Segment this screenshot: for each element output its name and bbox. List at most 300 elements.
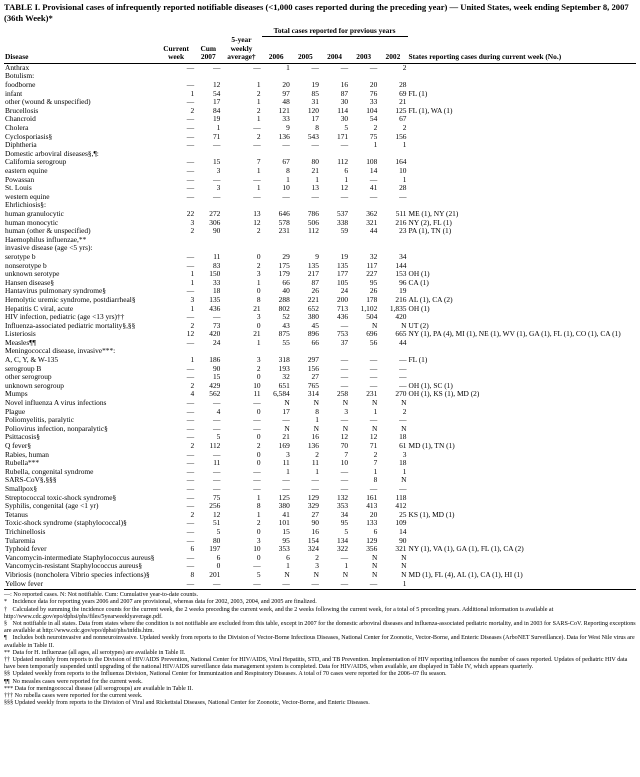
table-row [4, 433, 636, 442]
row-2002: 1 [402, 578, 407, 588]
row-weekly-average: 1 [256, 337, 261, 347]
row-reporting-states [408, 494, 637, 503]
row-reporting-states [408, 236, 637, 245]
row-cum-2007: 83 [212, 260, 221, 270]
row-2006: 6 [286, 552, 290, 562]
row-2003: 161 [366, 492, 378, 502]
row-2003: N [371, 320, 378, 330]
row-weekly-average: 1 [256, 97, 261, 107]
row-2004: — [340, 466, 349, 476]
row-current-week: 2 [190, 105, 195, 115]
row-2005: 11 [311, 458, 319, 468]
notifiable-diseases-table [4, 27, 636, 590]
table-row [4, 107, 636, 116]
row-2005: — [311, 62, 319, 72]
row-2003: 104 [366, 105, 378, 115]
row-weekly-average: 0 [256, 406, 261, 416]
row-2004: 436 [337, 312, 349, 322]
row-disease-label: Influenza-associated pediatric mortality§,§§ [5, 320, 136, 330]
row-weekly-average: 2 [256, 260, 261, 270]
row-2002: 1 [402, 174, 407, 184]
row-weekly-average: 1 [256, 509, 261, 519]
header-year-2005: 2005 [297, 52, 313, 62]
row-2006: 33 [282, 114, 290, 124]
row-2004: 713 [337, 303, 349, 313]
row-2006: 646 [278, 208, 290, 218]
table-row [4, 519, 636, 528]
row-current-week: — [186, 62, 195, 72]
row-current-week: 1 [190, 355, 195, 365]
row-2005: 27 [311, 509, 319, 519]
row-2002: — [399, 355, 407, 365]
row-weekly-average: 3 [256, 312, 261, 322]
footnote-symbol: *** [4, 685, 14, 692]
row-current-week: — [186, 432, 195, 442]
row-cum-2007: 51 [212, 518, 221, 528]
row-2003: 71 [369, 441, 378, 450]
table-row [4, 184, 636, 193]
row-current-week [157, 347, 195, 356]
row-2005: 26 [311, 286, 319, 296]
footnote [4, 607, 636, 621]
row-2006: 651 [278, 380, 290, 390]
row-cum-2007: 12 [212, 509, 221, 519]
row-disease-label: Novel influenza A virus infections [5, 398, 107, 408]
row-2006: 48 [282, 97, 290, 107]
row-current-week: 6 [190, 544, 195, 554]
row-2004: 135 [337, 260, 349, 270]
row-cum-2007: — [212, 578, 221, 588]
row-2002: N [401, 320, 407, 330]
row-2002: 2 [402, 406, 407, 416]
row-current-week: — [186, 286, 195, 296]
row-2005: 329 [307, 501, 319, 511]
footnote [4, 671, 636, 678]
row-2003: 20 [369, 80, 378, 90]
row-2005: 156 [307, 363, 319, 373]
row-2003: — [369, 415, 378, 425]
row-2004: 95 [340, 518, 349, 528]
row-2003: N [371, 398, 378, 408]
row-2005: 1 [315, 174, 319, 184]
row-cum-2007: 11 [213, 251, 221, 261]
row-cum-2007: — [212, 415, 221, 425]
row-2002: 109 [395, 518, 407, 528]
row-cum-2007 [195, 236, 221, 245]
row-current-week: 2 [190, 509, 195, 519]
table-row [4, 98, 636, 107]
row-weekly-average [221, 150, 261, 159]
row-disease-label: St. Louis [5, 183, 32, 193]
row-weekly-average: 0 [256, 526, 261, 536]
table-row [4, 425, 636, 434]
row-current-week: 2 [190, 320, 195, 330]
row-reporting-states [408, 416, 637, 425]
row-2005: 16 [311, 432, 319, 442]
row-disease-label: eastern equine [5, 166, 48, 175]
row-2003: 95 [369, 277, 378, 287]
row-2004: 16 [340, 80, 349, 90]
row-cum-2007: 436 [209, 303, 221, 313]
row-current-week: — [186, 191, 195, 201]
row-disease-label: Rabies, human [5, 449, 49, 459]
row-cum-2007: 3 [216, 166, 221, 175]
row-2006: 67 [282, 157, 290, 167]
row-reporting-states [408, 176, 637, 185]
row-current-week: — [186, 183, 195, 193]
table-row [4, 158, 636, 167]
row-2004: 114 [337, 105, 349, 115]
row-2002: 69 [399, 88, 407, 98]
row-2004: 105 [337, 277, 349, 287]
row-2006: 175 [278, 260, 290, 270]
row-2003: 20 [369, 509, 378, 519]
row-weekly-average: 13 [253, 208, 261, 218]
row-2005: 1 [315, 415, 319, 425]
row-weekly-average: 10 [253, 544, 261, 554]
row-2005: 112 [308, 226, 319, 236]
row-reporting-states [408, 365, 637, 374]
row-2003: N [371, 552, 378, 562]
row-weekly-average: 2 [256, 363, 261, 373]
row-reporting-states [408, 408, 637, 417]
row-2006: 55 [282, 337, 290, 347]
row-cum-2007: — [212, 140, 221, 150]
row-2002: 61 [399, 441, 407, 450]
row-weekly-average: 3 [256, 269, 261, 279]
row-2005: 652 [307, 303, 319, 313]
row-2006: 32 [282, 372, 290, 382]
header-total-cases: Total cases reported for previous years [262, 27, 408, 36]
row-2005: 87 [311, 277, 319, 287]
row-2004: 5 [344, 123, 349, 133]
table-row [4, 537, 636, 546]
row-current-week: 1 [190, 277, 195, 287]
row-2003: 33 [369, 97, 378, 107]
row-current-week: 1 [190, 88, 195, 98]
footnotes [4, 592, 636, 707]
row-2004: — [340, 372, 349, 382]
row-reporting-states [408, 451, 637, 460]
row-2004: 37 [340, 337, 349, 347]
row-current-week: — [186, 423, 195, 433]
table-row [4, 451, 636, 460]
row-weekly-average: 1 [256, 492, 261, 502]
row-disease-label: California serogroup [5, 157, 67, 167]
row-2005: 297 [307, 355, 319, 365]
row-disease-label: Powassan [5, 174, 35, 184]
row-2003: — [369, 363, 378, 373]
row-weekly-average: 2 [256, 131, 261, 141]
row-cum-2007: 135 [209, 294, 221, 304]
row-2005: 2 [315, 552, 319, 562]
row-2005: N [313, 569, 319, 579]
row-2003: — [369, 191, 378, 201]
footnote-symbol: †† [4, 656, 11, 663]
row-reporting-states: OH (1) [408, 303, 430, 313]
row-current-week: — [186, 466, 195, 476]
footnote-text: Updated weekly from reports to the Influenza Division, National Center for Immunization and Respiratory Diseases. A total of 70 cases were reported for the 2006–07 flu season. [11, 671, 447, 678]
row-disease-label: Vancomycin-intermediate Staphylococcus aureus§ [5, 552, 155, 562]
footnote-symbol: —: [4, 592, 12, 599]
row-2002: 28 [399, 183, 407, 193]
row-weekly-average: 2 [256, 441, 261, 450]
header-year-2003: 2003 [356, 52, 372, 62]
row-2005: 17 [311, 114, 319, 124]
row-weekly-average: — [253, 174, 261, 184]
row-cum-2007: 6 [216, 552, 221, 562]
footnote-symbol: ** [4, 649, 11, 656]
footnote [4, 650, 636, 657]
row-2002: 2 [402, 62, 407, 72]
table-row [4, 115, 636, 124]
row-current-week: — [186, 561, 195, 571]
row-weekly-average: 0 [256, 320, 261, 330]
row-2003: 75 [369, 131, 378, 141]
row-2003: 321 [366, 217, 378, 227]
row-weekly-average: 11 [253, 389, 261, 399]
row-cum-2007: — [212, 483, 221, 493]
row-2002 [378, 236, 407, 245]
row-2005: 90 [311, 518, 319, 528]
row-2004: 3 [344, 406, 349, 416]
row-cum-2007: 429 [209, 380, 221, 390]
table-row [4, 580, 636, 589]
row-2006: 578 [278, 217, 290, 227]
row-weekly-average: 1 [256, 80, 261, 90]
row-weekly-average: 0 [256, 458, 261, 468]
row-2002: 216 [395, 217, 407, 227]
row-disease-label: Yellow fever [5, 578, 44, 588]
row-2004: 70 [340, 441, 349, 450]
row-current-week: — [186, 174, 195, 184]
row-2004: 338 [337, 217, 349, 227]
row-2004: — [340, 140, 349, 150]
row-reporting-states: NY (1), VA (1), GA (1), FL (1), CA (2) [408, 544, 524, 554]
row-2003: 44 [369, 226, 378, 236]
row-cum-2007: 19 [212, 114, 221, 124]
row-2002: — [399, 191, 407, 201]
row-2003: 12 [369, 432, 378, 442]
row-cum-2007: 197 [209, 544, 221, 554]
row-2006: — [282, 140, 290, 150]
row-disease-label: Measles¶¶ [5, 337, 36, 347]
row-weekly-average: 8 [256, 501, 261, 511]
row-2005: 221 [307, 294, 319, 304]
row-cum-2007: 24 [212, 337, 221, 347]
row-2004: 24 [340, 286, 349, 296]
row-2002: 14 [399, 526, 407, 536]
row-2005: 13 [311, 183, 319, 193]
row-2003: 231 [366, 389, 378, 399]
row-reporting-states [408, 580, 637, 589]
row-weekly-average: 0 [256, 449, 261, 459]
row-2005: 31 [311, 97, 319, 107]
row-2003: — [369, 355, 378, 365]
row-current-week: — [186, 449, 195, 459]
row-2004: — [340, 355, 349, 365]
row-current-week: — [186, 406, 195, 416]
row-2004: 87 [340, 88, 349, 98]
footnote-text: Not notifiable in all states. Data from states where the condition is not notifiable are excluded from this table, except in 2007 for the domestic arboviral diseases and influenza-associated pediatric mortality, and in 2003 for SARS-CoV. Reporting exceptions are available at http://www.cdc.gov/epo/dphsi/phs/infdis.htm. [4, 620, 636, 635]
row-cum-2007: — [212, 174, 221, 184]
row-cum-2007: 3 [216, 183, 221, 193]
row-2005: — [311, 483, 319, 493]
row-2006: 179 [278, 269, 290, 279]
row-2003: — [369, 483, 378, 493]
row-disease-label: infant [5, 88, 23, 98]
row-cum-2007: 5 [216, 526, 221, 536]
row-disease-label: Ehrlichiosis§: [5, 200, 47, 210]
row-disease-label: Hemolytic uremic syndrome, postdiarrheal§ [5, 294, 136, 304]
row-2002: 67 [399, 114, 407, 124]
row-2004: 132 [337, 492, 349, 502]
footnote-text: Includes both neuroinvasive and nonneuroinvasive. Updated weekly from reports to the Division of Vector-Borne Infectious Diseases, National Center for Zoonotic, Vector-Borne, and Enteric Diseases (ArboNET Surveillance). Data for West Nile virus are available in Table II. [4, 635, 635, 649]
row-2003: 356 [366, 544, 378, 554]
row-2004: 537 [337, 208, 349, 218]
row-current-week: — [186, 483, 195, 493]
row-2003: 2 [373, 449, 378, 459]
table-row [4, 201, 636, 210]
row-2004: 6 [344, 166, 349, 175]
row-2004: 7 [344, 449, 349, 459]
table-row [4, 373, 636, 382]
row-cum-2007: 15 [212, 157, 221, 167]
row-2004: — [340, 191, 349, 201]
row-2005: 217 [307, 269, 319, 279]
row-cum-2007: 15 [212, 372, 221, 382]
row-2003: 133 [366, 518, 378, 528]
row-2003: N [371, 561, 378, 571]
row-2004: 171 [337, 131, 349, 141]
row-2006: 288 [278, 294, 290, 304]
row-2002: 125 [395, 105, 407, 115]
row-weekly-average: — [253, 561, 261, 571]
row-weekly-average: 5 [256, 569, 261, 579]
row-weekly-average: — [253, 415, 261, 425]
table-row [4, 253, 636, 262]
row-current-week: — [186, 552, 195, 562]
row-disease-label: unknown serotype [5, 269, 60, 279]
row-weekly-average: 0 [256, 251, 261, 261]
row-2005 [291, 236, 320, 245]
row-2006: — [282, 475, 290, 485]
header-disease: Disease [5, 52, 29, 62]
row-2003: 1 [373, 140, 378, 150]
row-reporting-states [408, 167, 637, 176]
header-span-row [4, 27, 636, 36]
row-cum-2007: — [212, 62, 221, 72]
table-row [4, 270, 636, 279]
footnote-text: Updated weekly from reports to the Division of Viral and Rickettsial Diseases, National Center for Zoonotic, Vector-Borne, and Enteric Diseases. [13, 700, 370, 707]
row-2002: 153 [395, 269, 407, 279]
row-cum-2007: 75 [212, 492, 221, 502]
row-current-week: — [186, 157, 195, 167]
row-2002: 18 [399, 458, 407, 468]
row-2004: 258 [337, 389, 349, 399]
row-2004: N [342, 569, 349, 579]
row-cum-2007: 84 [212, 105, 221, 115]
row-weekly-average: 7 [256, 157, 261, 167]
row-2005: 8 [315, 406, 319, 416]
row-2004: 5 [344, 526, 349, 536]
row-cum-2007: 112 [209, 441, 221, 450]
row-2002: 28 [399, 80, 407, 90]
footnote-text: No reported cases. N: Not notifiable. Cum: Cumulative year-to-date counts. [11, 592, 198, 599]
footnote-symbol: ††† [4, 692, 14, 699]
row-cum-2007: — [212, 398, 221, 408]
table-row [4, 347, 636, 356]
row-current-week [157, 236, 195, 245]
row-disease-label: Listeriosis [5, 329, 36, 339]
row-2005: N [313, 398, 319, 408]
row-2006: 169 [278, 441, 290, 450]
row-disease-label: Q fever§ [5, 441, 32, 450]
header-year-2004: 2004 [327, 52, 342, 62]
row-2006: 17 [282, 406, 290, 416]
row-2004: 10 [340, 458, 349, 468]
row-cum-2007: 90 [212, 363, 221, 373]
row-2005: 21 [311, 166, 319, 175]
row-2002: 25 [399, 509, 407, 519]
row-2004: 34 [340, 509, 349, 519]
row-2004: — [340, 483, 349, 493]
row-cum-2007: 11 [213, 458, 221, 468]
row-reporting-states [408, 244, 637, 253]
table-row [4, 408, 636, 417]
row-current-week: — [186, 363, 195, 373]
footnote [4, 599, 636, 606]
row-cum-2007: 0 [216, 561, 221, 571]
row-2006: 101 [278, 518, 290, 528]
footnote-text: No measles cases were reported for the current week. [11, 678, 143, 685]
table-row [4, 399, 636, 408]
row-current-week: — [186, 398, 195, 408]
row-2002: — [399, 483, 407, 493]
row-2002: 44 [399, 337, 407, 347]
row-2004: 353 [337, 501, 349, 511]
row-2005: 135 [307, 260, 319, 270]
row-2002: 216 [395, 294, 407, 304]
row-2006: 10 [282, 183, 290, 193]
row-disease-label: Vancomycin-resistant Staphylococcus aureus§ [5, 561, 143, 571]
row-current-week: 1 [190, 269, 195, 279]
table-row [4, 193, 636, 202]
row-reporting-states [408, 468, 637, 477]
row-current-week: — [186, 337, 195, 347]
row-2006: 40 [282, 286, 290, 296]
row-weekly-average: 1 [256, 277, 261, 287]
row-current-week: — [186, 312, 195, 322]
row-2004: 12 [340, 432, 349, 442]
row-reporting-states [408, 554, 637, 563]
row-2003: 227 [366, 269, 378, 279]
row-2003: — [369, 578, 378, 588]
row-weekly-average: — [253, 483, 261, 493]
row-disease-label: unknown serogroup [5, 380, 64, 390]
row-reporting-states [408, 459, 637, 468]
row-2003: 54 [369, 114, 378, 124]
row-2006: 802 [278, 303, 290, 313]
row-2002: 18 [399, 432, 407, 442]
row-weekly-average: 2 [256, 88, 261, 98]
table-row [4, 90, 636, 99]
row-2003: 2 [373, 123, 378, 133]
row-weekly-average: 10 [253, 380, 261, 390]
row-cum-2007: 186 [209, 355, 221, 365]
row-current-week: — [186, 80, 195, 90]
row-reporting-states: UT (2) [408, 320, 429, 330]
